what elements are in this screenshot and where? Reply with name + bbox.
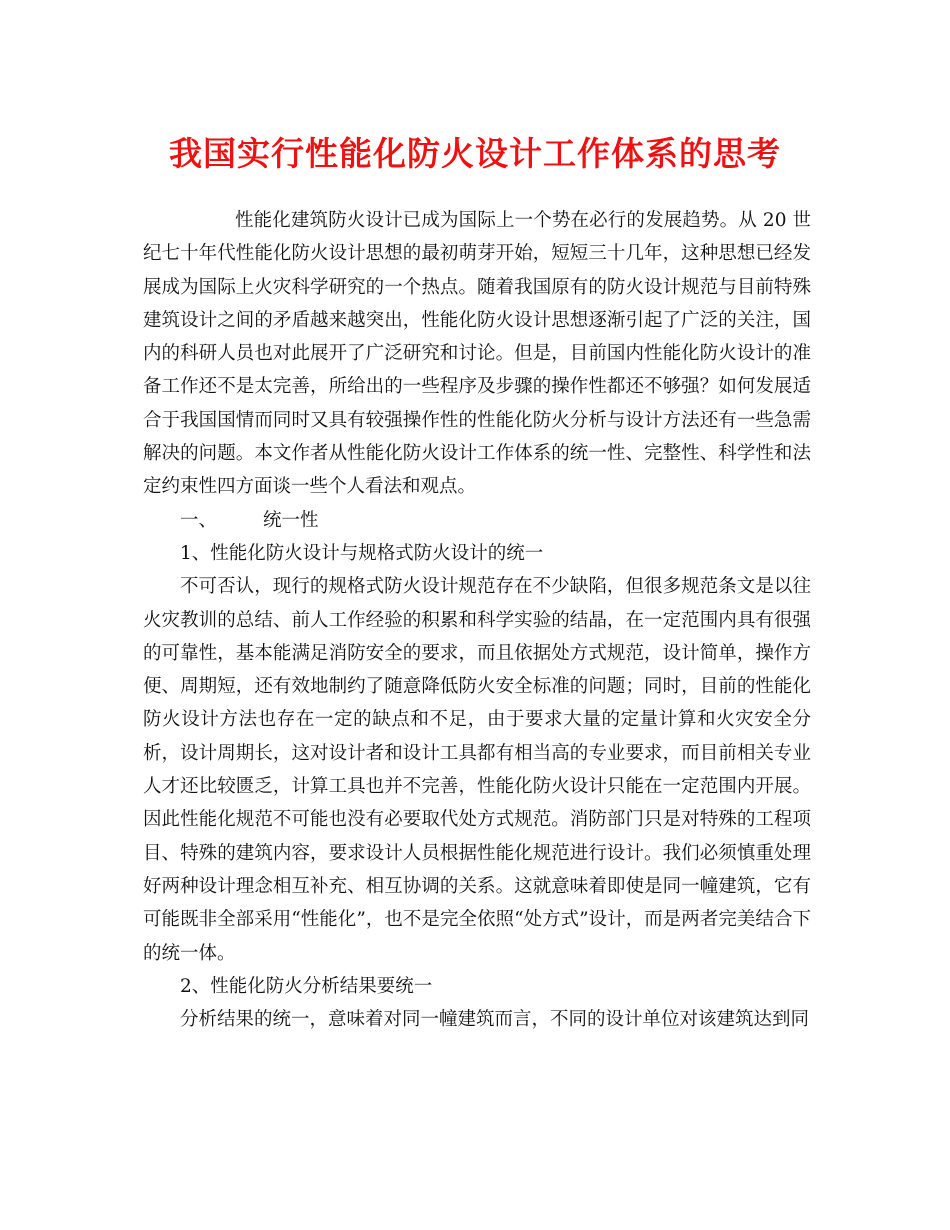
subsection-heading-1: 1、性能化防火设计与规格式防火设计的统一 xyxy=(180,542,544,564)
subsection-paragraph-2: 分析结果的统一，意味着对同一幢建筑而言，不同的设计单位对该建筑达到同 xyxy=(180,1009,810,1031)
section-number: 一、 xyxy=(180,509,218,531)
section-title: 统一性 xyxy=(263,509,319,531)
subsection-paragraph-1: 不可否认，现行的规格式防火设计规范存在不少缺陷，但很多规范条文是以往火灾教训的总结、前人工作经验的积累和科学实验的结晶，在一定范围内具有很强的可靠性，基本能满足消防安全的要求，而且依据处方式规范，设计简单，操作方便、周期短，还有效地制约了随意降低防火安全标准的问题；同时，目前的性能化防火设计方法也存在一定的缺点和不足，由于要求大量的定量计算和火灾安全分析，设计周期长，这对设计者和设计工具都有相当高的专业要求，而目前相关专业人才还比较匮乏，计算工具也并不完善，性能化防火设计只能在一定范围内开展。因此性能化规范不可能也没有必要取代处方式规范。消防部门只是对特殊的工程项目、特殊的建筑内容，要求设计人员根据性能化规范进行设计。我们必须慎重处理好两种设计理念相互补充、相互协调的关系。这就意味着即使是同一幢建筑，它有可能既非全部采用“性能化”，也不是完全依照“处方式”设计，而是两者完美结合下的统一体。 xyxy=(143,576,811,964)
subsection-heading-2: 2、性能化防火分析结果要统一 xyxy=(180,975,433,997)
section-heading-1 xyxy=(143,504,811,537)
document-title: 我国实行性能化防火设计工作体系的思考 xyxy=(169,134,781,173)
intro-paragraph: 性能化建筑防火设计已成为国际上一个势在必行的发展趋势。从 20 世纪七十年代性能化防火设计思想的最初萌芽开始，短短三十几年，这种思想已经发展成为国际上火灾科学研究的一个热点。随着我国原有的防火设计规范与目前特殊建筑设计之间的矛盾越来越突出，性能化防火设计思想逐渐引起了广泛的关注，国内的科研人员也对此展开了广泛研究和讨论。但是，目前国内性能化防火设计的准备工作还不是太完善，所给出的一些程序及步骤的操作性都还不够强？如何发展适合于我国国情而同时又具有较强操作性的性能化防火分析与设计方法还有一些急需解决的问题。本文作者从性能化防火设计工作体系的统一性、完整性、科学性和法定约束性四方面谈一些个人看法和观点。 xyxy=(143,210,811,498)
document-body xyxy=(143,204,811,1036)
